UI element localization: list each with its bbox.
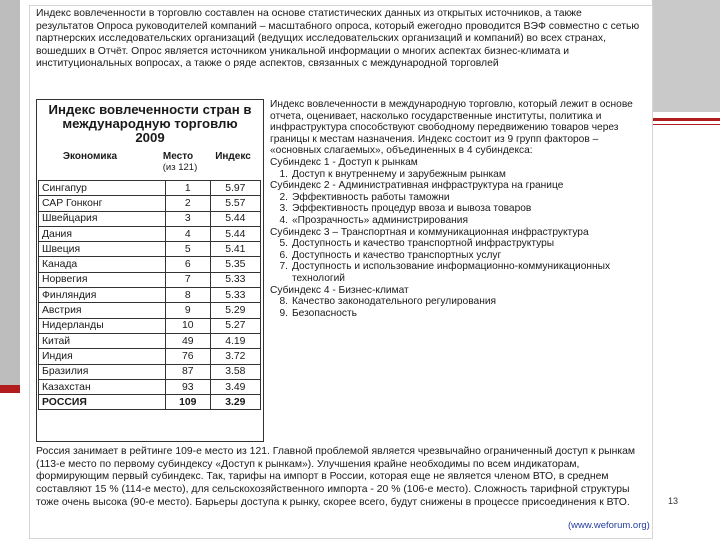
subindex-item-text: Качество законодательного регулирования <box>292 296 497 308</box>
intro-paragraph: Индекс вовлеченности в торговлю составлен на основе статистических данных из открытых источников, а также результатов Опроса руководителей компаний – масштабного опроса, который ежегодно проводится ВЭФ совместно с сетью партнерских исследовательских организаций (ведущих исследовательских организаций и компаний) во всех странах, вошедших в Отчёт. Опрос является источником уникальной информации о многих аспектах бизнес-климата и институциональных вопросах, а также о ряде аспектов, связанных с международной торговлей <box>36 8 640 70</box>
country-cell: Сингапур <box>39 181 166 196</box>
index-cell: 5.29 <box>210 303 260 318</box>
index-cell: 3.49 <box>210 379 260 394</box>
subindex-item-text: Доступ к внутреннему и зарубежным рынкам <box>292 168 506 180</box>
subindex-title: Субиндекс 1 - Доступ к рынкам <box>270 156 418 168</box>
subindex-item-number: 9. <box>279 307 288 319</box>
index-cell: 5.57 <box>210 196 260 211</box>
subindex-item-text: Доступность и качество транспортной инфраструктуры <box>292 238 555 250</box>
right-gray-decor-block <box>652 0 720 112</box>
subindex-item-number: 3. <box>279 203 288 215</box>
subindex-item <box>270 238 640 250</box>
subindex-item-number: 6. <box>279 249 288 261</box>
subindex-item <box>270 169 640 181</box>
index-cell: 3.72 <box>210 349 260 364</box>
country-cell: Китай <box>39 333 166 348</box>
country-cell: Казахстан <box>39 379 166 394</box>
subindex-item-number: 7. <box>279 261 288 273</box>
table-row <box>39 196 261 211</box>
index-cell: 5.97 <box>210 181 260 196</box>
right-red-decor-line <box>652 118 720 121</box>
table-row <box>39 181 261 196</box>
index-cell: 5.27 <box>210 318 260 333</box>
subindex-title: Субиндекс 4 - Бизнес-климат <box>270 284 409 296</box>
table-row <box>39 257 261 272</box>
country-cell: РОССИЯ <box>39 395 166 410</box>
index-cell: 5.33 <box>210 288 260 303</box>
table-row <box>39 349 261 364</box>
table-title <box>37 103 263 145</box>
header-rank: Место <box>162 151 194 162</box>
table-header <box>37 151 263 177</box>
ranking-table <box>38 180 261 410</box>
table-title-line2: международную торговлю <box>62 116 238 131</box>
index-cell: 5.35 <box>210 257 260 272</box>
rank-cell: 76 <box>165 349 210 364</box>
rank-cell: 49 <box>165 333 210 348</box>
country-cell: Нидерланды <box>39 318 166 333</box>
subindex-description <box>270 99 640 319</box>
header-economy: Экономика <box>62 151 118 162</box>
right-red-decor-line-thin <box>652 124 720 125</box>
index-cell: 5.33 <box>210 272 260 287</box>
table-row <box>39 226 261 241</box>
subindex-item-text: «Прозрачность» администрирования <box>292 214 469 226</box>
index-cell: 5.41 <box>210 242 260 257</box>
table-title-line1: Индекс вовлеченности стран в <box>48 102 252 117</box>
table-row <box>39 364 261 379</box>
subindex-item-text: Эффективность процедур ввоза и вывоза товаров <box>292 203 532 215</box>
country-cell: Швейцария <box>39 211 166 226</box>
rank-cell: 9 <box>165 303 210 318</box>
subindex-item <box>270 308 640 320</box>
table-row <box>39 379 261 394</box>
subindex-item <box>270 261 640 284</box>
subindex-item <box>270 215 640 227</box>
rank-cell: 1 <box>165 181 210 196</box>
rank-cell: 8 <box>165 288 210 303</box>
left-gray-decor-bar <box>0 0 20 385</box>
index-cell: 4.19 <box>210 333 260 348</box>
subindex-title: Субиндекс 3 – Транспортная и коммуникационная инфраструктура <box>270 226 589 238</box>
table-row <box>39 242 261 257</box>
table-row <box>39 211 261 226</box>
country-cell: Швеция <box>39 242 166 257</box>
subindex-item-text: Доступность и использование информационно-коммуникационных технологий <box>292 261 611 284</box>
subindex-item-number: 4. <box>279 214 288 226</box>
rank-cell: 87 <box>165 364 210 379</box>
source-link[interactable]: (www.weforum.org) <box>568 520 650 531</box>
country-cell: САР Гонконг <box>39 196 166 211</box>
subindex-item-number: 5. <box>279 238 288 250</box>
country-cell: Дания <box>39 226 166 241</box>
table-row <box>39 333 261 348</box>
country-cell: Финляндия <box>39 288 166 303</box>
index-cell: 5.44 <box>210 226 260 241</box>
country-cell: Индия <box>39 349 166 364</box>
table-row <box>39 288 261 303</box>
subindex-item-text: Доступность и качество транспортных услуг <box>292 249 502 261</box>
rank-cell: 109 <box>165 395 210 410</box>
rank-cell: 6 <box>165 257 210 272</box>
subindex-item-number: 1. <box>279 168 288 180</box>
subindex-item-text: Эффективность работы таможни <box>292 191 450 203</box>
rank-cell: 10 <box>165 318 210 333</box>
left-red-decor-bar <box>0 385 20 393</box>
rank-cell: 7 <box>165 272 210 287</box>
subindex-item <box>270 296 640 308</box>
rank-cell: 3 <box>165 211 210 226</box>
rank-cell: 5 <box>165 242 210 257</box>
russia-summary-paragraph: Россия занимает в рейтинге 109-е место из 121. Главной проблемой является чрезвычайно ограниченный доступ к рынкам (113-е место по первому субиндексу «Доступ к рынкам»). Улучшения крайне необходимы по всем индикаторам, формирующим первый субиндекс. Так, тарифы на импорт в России, которая еще не является членом ВТО, в среднем составляют 15 % (114-е место), для сельскохозяйственного импорта - 20 % (106-е место). Сложность тарифной структуры тоже очень высока (90-е место). Барьеры доступа к рынку, скорее всего, будут снижены в процессе присоединения к ВТО. <box>36 446 636 508</box>
subindex-item-text: Безопасность <box>292 307 357 319</box>
header-index: Индекс <box>215 151 251 162</box>
page-number: 13 <box>668 496 679 506</box>
country-cell: Австрия <box>39 303 166 318</box>
ranking-table-panel <box>36 99 264 442</box>
subindex-item-number: 8. <box>279 296 288 308</box>
subindex-item <box>270 250 640 262</box>
table-title-year: 2009 <box>135 130 165 145</box>
header-rank-sub: (из 121) <box>162 162 198 173</box>
subindex-item-number: 2. <box>279 191 288 203</box>
subindex-intro: Индекс вовлеченности в международную торговлю, который лежит в основе отчета, оценивает, насколько государственные институты, политика и инфраструктура способствуют свободному передвижению товаров через границы к местам назначения. Индекс состоит из 9 групп факторов – «основных слагаемых», объединенных в 4 субиндекса: <box>270 99 633 157</box>
rank-cell: 2 <box>165 196 210 211</box>
subindex-item <box>270 192 640 204</box>
table-row <box>39 303 261 318</box>
index-cell: 3.29 <box>210 395 260 410</box>
index-cell: 3.58 <box>210 364 260 379</box>
subindex-item <box>270 203 640 215</box>
country-cell: Бразилия <box>39 364 166 379</box>
table-row <box>39 272 261 287</box>
rank-cell: 4 <box>165 226 210 241</box>
subindex-list <box>270 157 640 319</box>
country-cell: Норвегия <box>39 272 166 287</box>
document-page <box>29 5 653 539</box>
rank-cell: 93 <box>165 379 210 394</box>
country-cell: Канада <box>39 257 166 272</box>
table-row <box>39 395 261 410</box>
index-cell: 5.44 <box>210 211 260 226</box>
table-row <box>39 318 261 333</box>
subindex-title: Субиндекс 2 - Административная инфраструктура на границе <box>270 180 564 192</box>
